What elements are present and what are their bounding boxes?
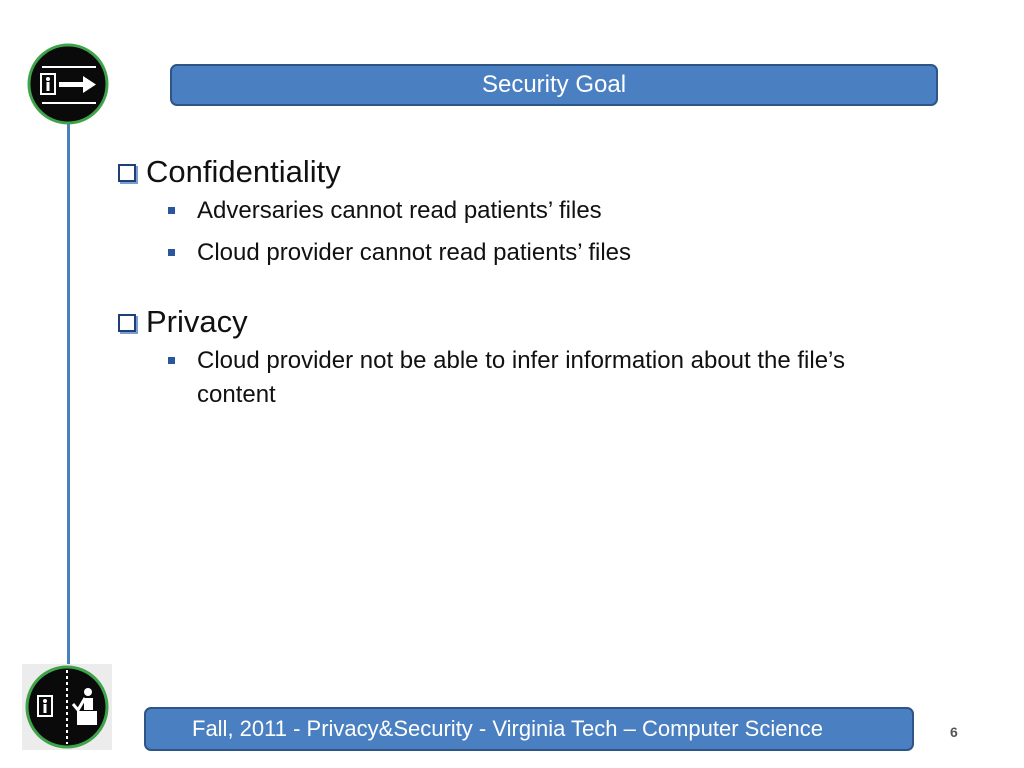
section-heading-text: Confidentiality: [146, 154, 341, 189]
slide-content: [114, 150, 914, 412]
list-item: [114, 236, 877, 270]
timeline-line: [67, 120, 70, 668]
section-heading-text: Privacy: [146, 304, 248, 339]
footer-text: Fall, 2011 - Privacy&Security - Virginia Tech – Computer Science: [192, 716, 823, 741]
checkpoint-icon: [22, 664, 112, 750]
checkbox-bullet-icon: [118, 164, 136, 182]
list-item: [114, 194, 877, 228]
checkbox-bullet-icon: [118, 314, 136, 332]
exit-sign-icon: [26, 42, 110, 126]
square-bullet-icon: [168, 357, 175, 364]
bullet-text: Cloud provider not be able to infer information about the file’s content: [197, 347, 845, 408]
bullet-text: Adversaries cannot read patients’ files: [197, 197, 602, 224]
slide-title: Security Goal: [481, 71, 627, 98]
section-heading-privacy: [114, 300, 914, 344]
slide-title-bar: [170, 64, 938, 106]
square-bullet-icon: [168, 207, 175, 214]
section-heading-confidentiality: [114, 150, 914, 194]
page-number: 6: [950, 724, 958, 740]
list-item: [114, 344, 887, 412]
footer-bar: [144, 707, 914, 751]
square-bullet-icon: [168, 249, 175, 256]
bullet-text: Cloud provider cannot read patients’ files: [197, 239, 632, 266]
